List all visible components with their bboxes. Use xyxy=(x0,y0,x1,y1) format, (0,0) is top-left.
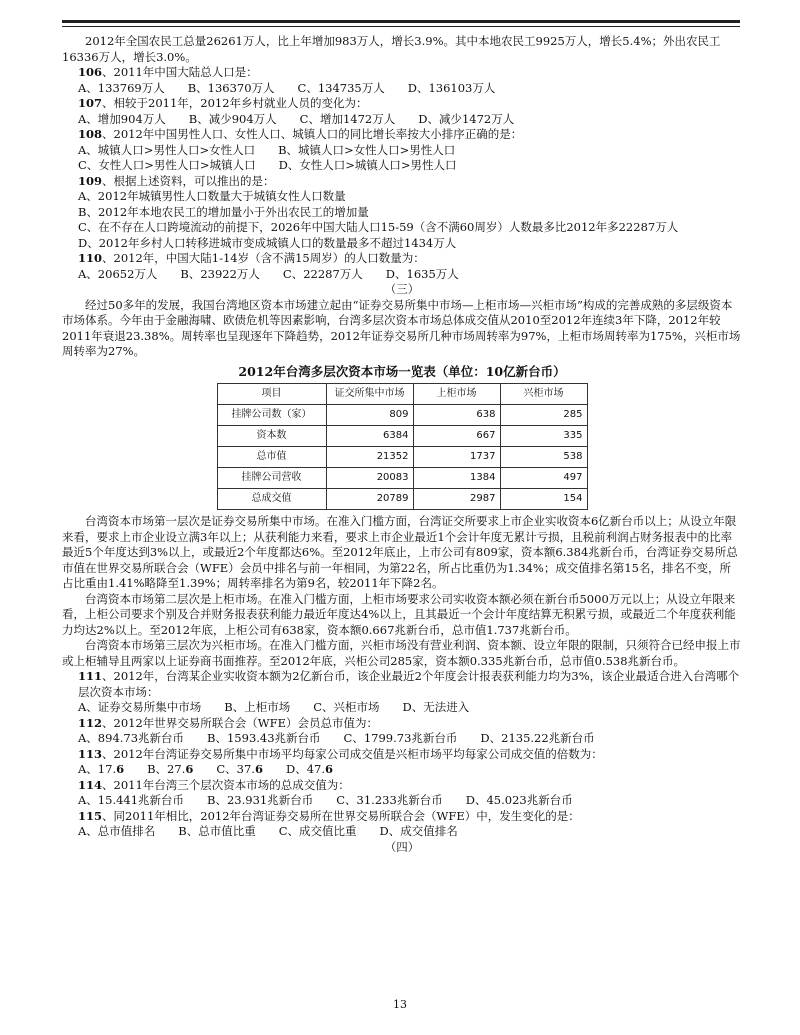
question-115: 115、同2011年相比，2012年台湾证券交易所在世界交易所联合会（WFE）中，发生变化的是： xyxy=(78,808,580,823)
header-rule-thin xyxy=(62,26,740,27)
question-111: 111、2012年，台湾某企业实收资本额为2亿新台币，该企业最近2个年度会计报表获利能力均为3%，该企业最适合进入台湾哪个层次资本市场： xyxy=(78,669,740,699)
table-cell: 总市值 xyxy=(217,447,326,468)
table-cell: 总成交值 xyxy=(217,489,326,510)
question-108: 108、2012年中国男性人口、女性人口、城镇人口的同比增长率按大小排序正确的是： xyxy=(78,127,523,141)
table-row xyxy=(217,405,587,426)
table-cell: 1384 xyxy=(413,468,500,489)
question-113: 113、2012年台湾证券交易所集中市场平均每家公司成交值是兴柜市场平均每家公司成交值的倍数为： xyxy=(78,746,603,761)
question-110: 110、2012年，中国大陆1-14岁（含不满15周岁）的人口数量为： xyxy=(78,251,425,265)
question-113-options: A、17.6 B、27.6 C、37.6 D、47.6 xyxy=(78,762,334,776)
table-cell: 638 xyxy=(413,405,500,426)
question-109: 109、根据上述资料，可以推出的是： xyxy=(78,173,275,188)
table-cell: 667 xyxy=(413,426,500,447)
question-115-options: A、总市值排名 B、总市值比重 C、成交值比重 D、成交值排名 xyxy=(78,824,458,838)
table-wrapper xyxy=(62,383,742,510)
question-111-options: A、证券交易所集中市场 B、上柜市场 C、兴柜市场 D、无法进入 xyxy=(78,700,470,714)
table-cell: 20083 xyxy=(326,468,413,489)
question-108-options-2: C、女性人口>男性人口>城镇人口 D、女性人口>城镇人口>男性人口 xyxy=(78,158,457,172)
table-cell: 挂牌公司数（家） xyxy=(217,405,326,426)
table-cell: 1737 xyxy=(413,447,500,468)
page-content xyxy=(62,34,742,855)
table-cell: 2987 xyxy=(413,489,500,510)
question-110-options: A、20652万人 B、23922万人 C、22287万人 D、1635万人 xyxy=(78,266,459,281)
question-114-options: A、15.441兆新台币 B、23.931兆新台币 C、31.233兆新台币 D、45.023兆新台币 xyxy=(78,793,573,807)
table-header-cell: 项目 xyxy=(217,384,326,405)
question-109-option-b: B、2012年本地农民工的增加量小于外出农民工的增加量 xyxy=(78,204,369,219)
question-107-options: A、增加904万人 B、减少904万人 C、增加1472万人 D、减少1472万人 xyxy=(78,111,515,126)
question-109-option-d: D、2012年乡村人口转移进城市变成城镇人口的数量最多不超过1434万人 xyxy=(78,235,457,250)
question-108-options-1: A、城镇人口>男性人口>女性人口 B、城镇人口>女性人口>男性人口 xyxy=(78,142,456,157)
capital-market-table xyxy=(217,383,588,510)
intro-paragraph: 2012年全国农民工总量26261万人，比上年增加983万人，增长3.9%。其中本地农民工9925万人，增长5.4%；外出农民工16336万人，增长3.0%。 xyxy=(62,34,721,64)
question-112-options: A、894.73兆新台币 B、1593.43兆新台币 C、1799.73兆新台币 D、2135.22兆新台币 xyxy=(78,731,595,745)
table-cell: 497 xyxy=(500,468,587,489)
market-intro-paragraph: 经过50多年的发展，我国台湾地区资本市场建立起由“证券交易所集中市场—上柜市场—兴柜市场”构成的完善成熟的多层级资本市场体系。今年由于金融海啸、欧债危机等因素影响，台湾多层次资本市场总体成交值从2010至2012年连续3年下降，2012年较2011年衰退23.38%。周转率也呈现逐年下降趋势，2012年证券交易所几种市场周转率为97%，上柜市场周转率为175%，兴柜市场周转率为27%。 xyxy=(62,297,741,358)
question-109-option-c: C、在不存在人口跨境流动的前提下，2026年中国大陆人口15-59（含不满60周岁）人数最多比2012年多22287万人 xyxy=(78,220,679,234)
question-107: 107、相较于2011年，2012年乡村就业人员的变化为： xyxy=(78,96,368,110)
section-heading-4: （四） xyxy=(384,839,420,854)
table-cell: 154 xyxy=(500,489,587,510)
tier-1-paragraph: 台湾资本市场第一层次是证券交易所集中市场。在准入门槛方面，台湾证交所要求上市企业实收资本6亿新台币以上；从设立年限来看，要求上市企业设立满3年以上；从获利能力来看，要求上市企业最近1个会计年度无累计亏损，且税前利润占财务报表中的比率最近5个年度达到3%以上，或最近2个年度都达6%。至2012年底止，上市公司有809家，资本额6.384兆新台币，台湾证券交易所总市值在世界交易所联合会（WFE）会员中排名与前一年相同，为第22名，所占比重仍为1.34%；成交值排名第15名，排名不变，所占比重由1.41%略降至1.39%；周转率排名为第9名，较2011年下降2名。 xyxy=(62,514,738,590)
table-cell: 538 xyxy=(500,447,587,468)
table-header-cell: 兴柜市场 xyxy=(500,384,587,405)
table-header-row xyxy=(217,384,587,405)
table-cell: 285 xyxy=(500,405,587,426)
question-112: 112、2012年世界交易所联合会（WFE）会员总市值为： xyxy=(78,715,378,730)
section-heading-3: （三） xyxy=(384,282,420,296)
question-106-options: A、133769万人 B、136370万人 C、134735万人 D、136103万人 xyxy=(78,80,496,95)
table-title: 2012年台湾多层次资本市场一览表（单位：10亿新台币） xyxy=(238,363,566,379)
tier-3-paragraph: 台湾资本市场第三层次为兴柜市场。在准入门槛方面，兴柜市场没有营业利润、资本额、设立年限的限制，只须符合已经申报上市或上柜辅导且两家以上证券商书面推荐。至2012年底，兴柜公司285家，资本额0.335兆新台币，总市值0.538兆新台币。 xyxy=(62,638,741,668)
table-row xyxy=(217,489,587,510)
table-header-cell: 上柜市场 xyxy=(413,384,500,405)
table-cell: 挂牌公司营收 xyxy=(217,468,326,489)
page-number: 13 xyxy=(393,998,407,1011)
header-rule-thick xyxy=(62,20,740,23)
table-cell: 335 xyxy=(500,426,587,447)
table-cell: 20789 xyxy=(326,489,413,510)
table-header-cell: 证交所集中市场 xyxy=(326,384,413,405)
question-106: 106、2011年中国大陆总人口是： xyxy=(78,65,258,79)
table-cell: 809 xyxy=(326,405,413,426)
table-cell: 资本数 xyxy=(217,426,326,447)
table-row xyxy=(217,426,587,447)
question-114: 114、2011年台湾三个层次资本市场的总成交值为： xyxy=(78,777,350,792)
table-cell: 6384 xyxy=(326,426,413,447)
table-row xyxy=(217,468,587,489)
table-row xyxy=(217,447,587,468)
table-cell: 21352 xyxy=(326,447,413,468)
tier-2-paragraph: 台湾资本市场第二层次是上柜市场。在准入门槛方面，上柜市场要求公司实收资本额必须在新台币5000万元以上；从设立年限来看，上柜公司要求个别及合并财务报表获利能力最近年度达4%以上，且其最近一个会计年度结算无积累亏损，或最近二个年度获利能力均达2%以上。至2012年底，上柜公司有638家，资本额0.667兆新台币，总市值1.737兆新台币。 xyxy=(62,591,736,637)
question-109-option-a: A、2012年城镇男性人口数量大于城镇女性人口数量 xyxy=(78,189,346,203)
